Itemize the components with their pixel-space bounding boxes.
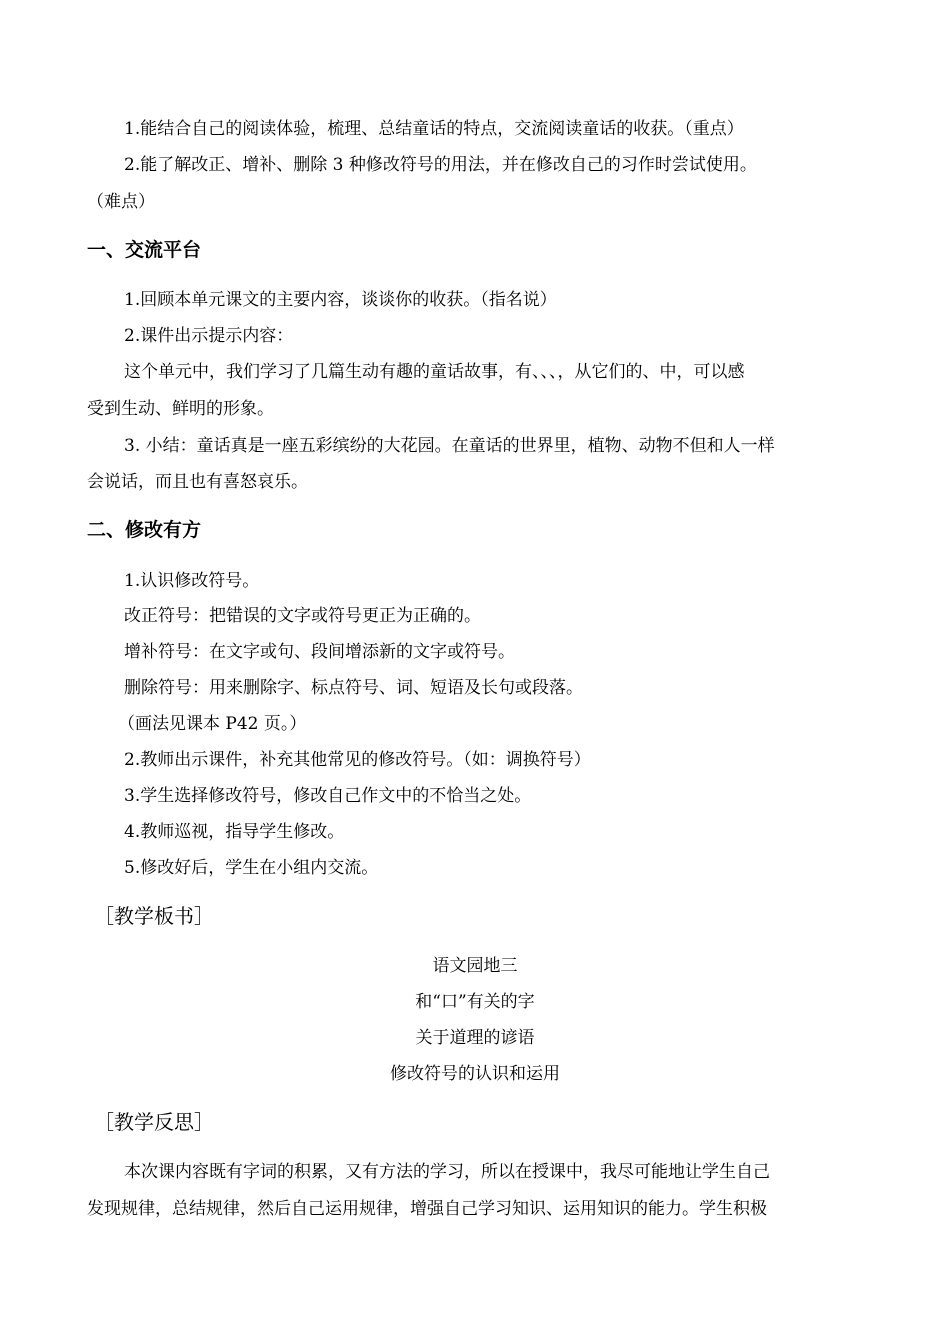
- board-line-3-text: 关于道理的谚语: [415, 1028, 535, 1048]
- section-2-correction-symbol: 改正符号：把错误的文字或符号更正为正确的。: [124, 606, 481, 626]
- board-line-1-text: 语文园地三: [432, 956, 518, 976]
- section-1-paragraph-line-1: 这个单元中，我们学习了几篇生动有趣的童话故事，有、、、，从它们的、中，可以感: [124, 362, 745, 382]
- section-1-title: 一、交流平台: [87, 239, 202, 261]
- section-2-deletion-symbol: 删除符号：用来删除字、标点符号、词、短语及长句或段落。: [124, 678, 583, 698]
- board-title: ［教学板书］: [94, 904, 214, 928]
- board-line-1: [0, 956, 950, 976]
- section-2-item-5: 5.修改好后，学生在小组内交流。: [124, 858, 379, 878]
- board-line-4-text: 修改符号的认识和运用: [390, 1064, 560, 1084]
- objective-1: 1.能结合自己的阅读体验，梳理、总结童话的特点，交流阅读童话的收获。（重点）: [124, 119, 744, 139]
- section-1-summary-line-2: 会说话，而且也有喜怒哀乐。: [87, 472, 308, 492]
- section-2-item-2: 2.教师出示课件，补充其他常见的修改符号。（如：调换符号）: [124, 750, 591, 770]
- section-2-insertion-symbol: 增补符号：在文字或句、段间增添新的文字或符号。: [124, 642, 515, 662]
- section-1-item-2: 2.课件出示提示内容：: [124, 326, 294, 346]
- reflection-line-1: 本次课内容既有字词的积累，又有方法的学习，所以在授课中，我尽可能地让学生自己: [124, 1162, 770, 1182]
- objective-2-continuation: （难点）: [87, 192, 155, 212]
- board-line-2: [0, 992, 950, 1012]
- section-2-textbook-note: （画法见课本 P42 页。）: [118, 714, 307, 734]
- board-line-3: [0, 1028, 950, 1048]
- section-2-item-3: 3.学生选择修改符号，修改自己作文中的不恰当之处。: [124, 786, 532, 806]
- section-2-item-1: 1.认识修改符号。: [124, 571, 260, 591]
- reflection-line-2: 发现规律，总结规律，然后自己运用规律，增强自己学习知识、运用知识的能力。学生积极: [87, 1199, 767, 1219]
- section-1-paragraph-line-2: 受到生动、鲜明的形象。: [87, 399, 274, 419]
- section-1-summary-line-1: 3. 小结：童话真是一座五彩缤纷的大花园。在童话的世界里，植物、动物不但和人一样: [124, 436, 775, 456]
- section-2-item-4: 4.教师巡视，指导学生修改。: [124, 822, 345, 842]
- objective-2: 2.能了解改正、增补、删除 3 种修改符号的用法，并在修改自己的习作时尝试使用。: [124, 155, 757, 175]
- section-2-title: 二、修改有方: [87, 519, 202, 541]
- section-1-item-1: 1.回顾本单元课文的主要内容，谈谈你的收获。（指名说）: [124, 290, 557, 310]
- board-line-4: [0, 1064, 950, 1084]
- reflection-title: ［教学反思］: [94, 1110, 214, 1134]
- board-line-2-text: 和“口”有关的字: [415, 992, 535, 1012]
